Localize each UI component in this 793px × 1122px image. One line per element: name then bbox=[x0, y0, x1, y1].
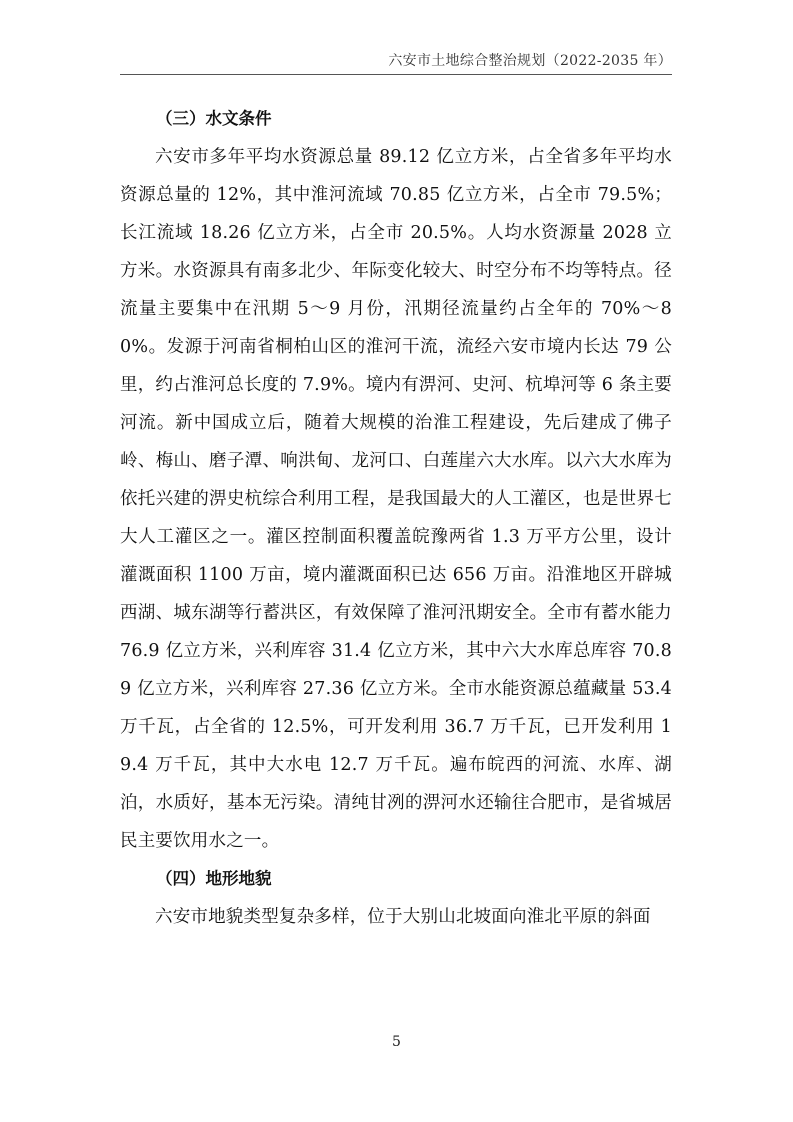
body-text bbox=[120, 100, 672, 936]
paragraph-landform: 六安市地貌类型复杂多样，位于大别山北坡面向淮北平原的斜面 bbox=[155, 907, 651, 927]
page-number: 5 bbox=[392, 1034, 401, 1050]
section-heading-landform: （四）地形地貌 bbox=[156, 869, 272, 888]
running-header: 六安市土地综合整治规划（2022-2035 年） bbox=[388, 53, 672, 69]
section-heading-hydrology: （三）水文条件 bbox=[156, 109, 272, 128]
paragraph-hydrology: 六安市多年平均水资源总量 89.12 亿立方米，占全省多年平均水资源总量的 12%，其中淮河流域 70.85 亿立方米，占全市 79.5%；长江流域 18.26 亿立方米，占全市 20.5%。人均水资源量 2028 立方米。水资源具有南多北少、年际变化较大、时空分布不均等特点。径流量主要集中在汛期 5～9 月份，汛期径流量约占全年的 70%～80%。发源于河南省桐柏山区的淮河干流，流经六安市境内长达 79 公里，约占淮河总长度的 7.9%。境内有淠河、史河、杭埠河等 6 条主要河流。新中国成立后，随着大规模的治淮工程建设，先后建成了佛子岭、梅山、磨子潭、响洪甸、龙河口、白莲崖六大水库。以六大水库为依托兴建的淠史杭综合利用工程，是我国最大的人工灌区，也是世界七大人工灌区之一。灌区控制面积覆盖皖豫两省 1.3 万平方公里，设计灌溉面积 1100 万亩，境内灌溉面积已达 656 万亩。沿淮地区开辟城西湖、城东湖等行蓄洪区，有效保障了淮河汛期安全。全市有蓄水能力 76.9 亿立方米，兴利库容 31.4 亿立方米，其中六大水库总库容 70.89 亿立方米，兴利库容 27.36 亿立方米。全市水能资源总蕴藏量 53.4 万千瓦，占全省的 12.5%，可开发利用 36.7 万千瓦，已开发利用 19.4 万千瓦，其中大水电 12.7 万千瓦。遍布皖西的河流、水库、湖泊，水质好，基本无污染。清纯甘冽的淠河水还输往合肥市，是省城居民主要饮用水之一。 bbox=[120, 147, 672, 851]
header-rule bbox=[120, 74, 672, 75]
